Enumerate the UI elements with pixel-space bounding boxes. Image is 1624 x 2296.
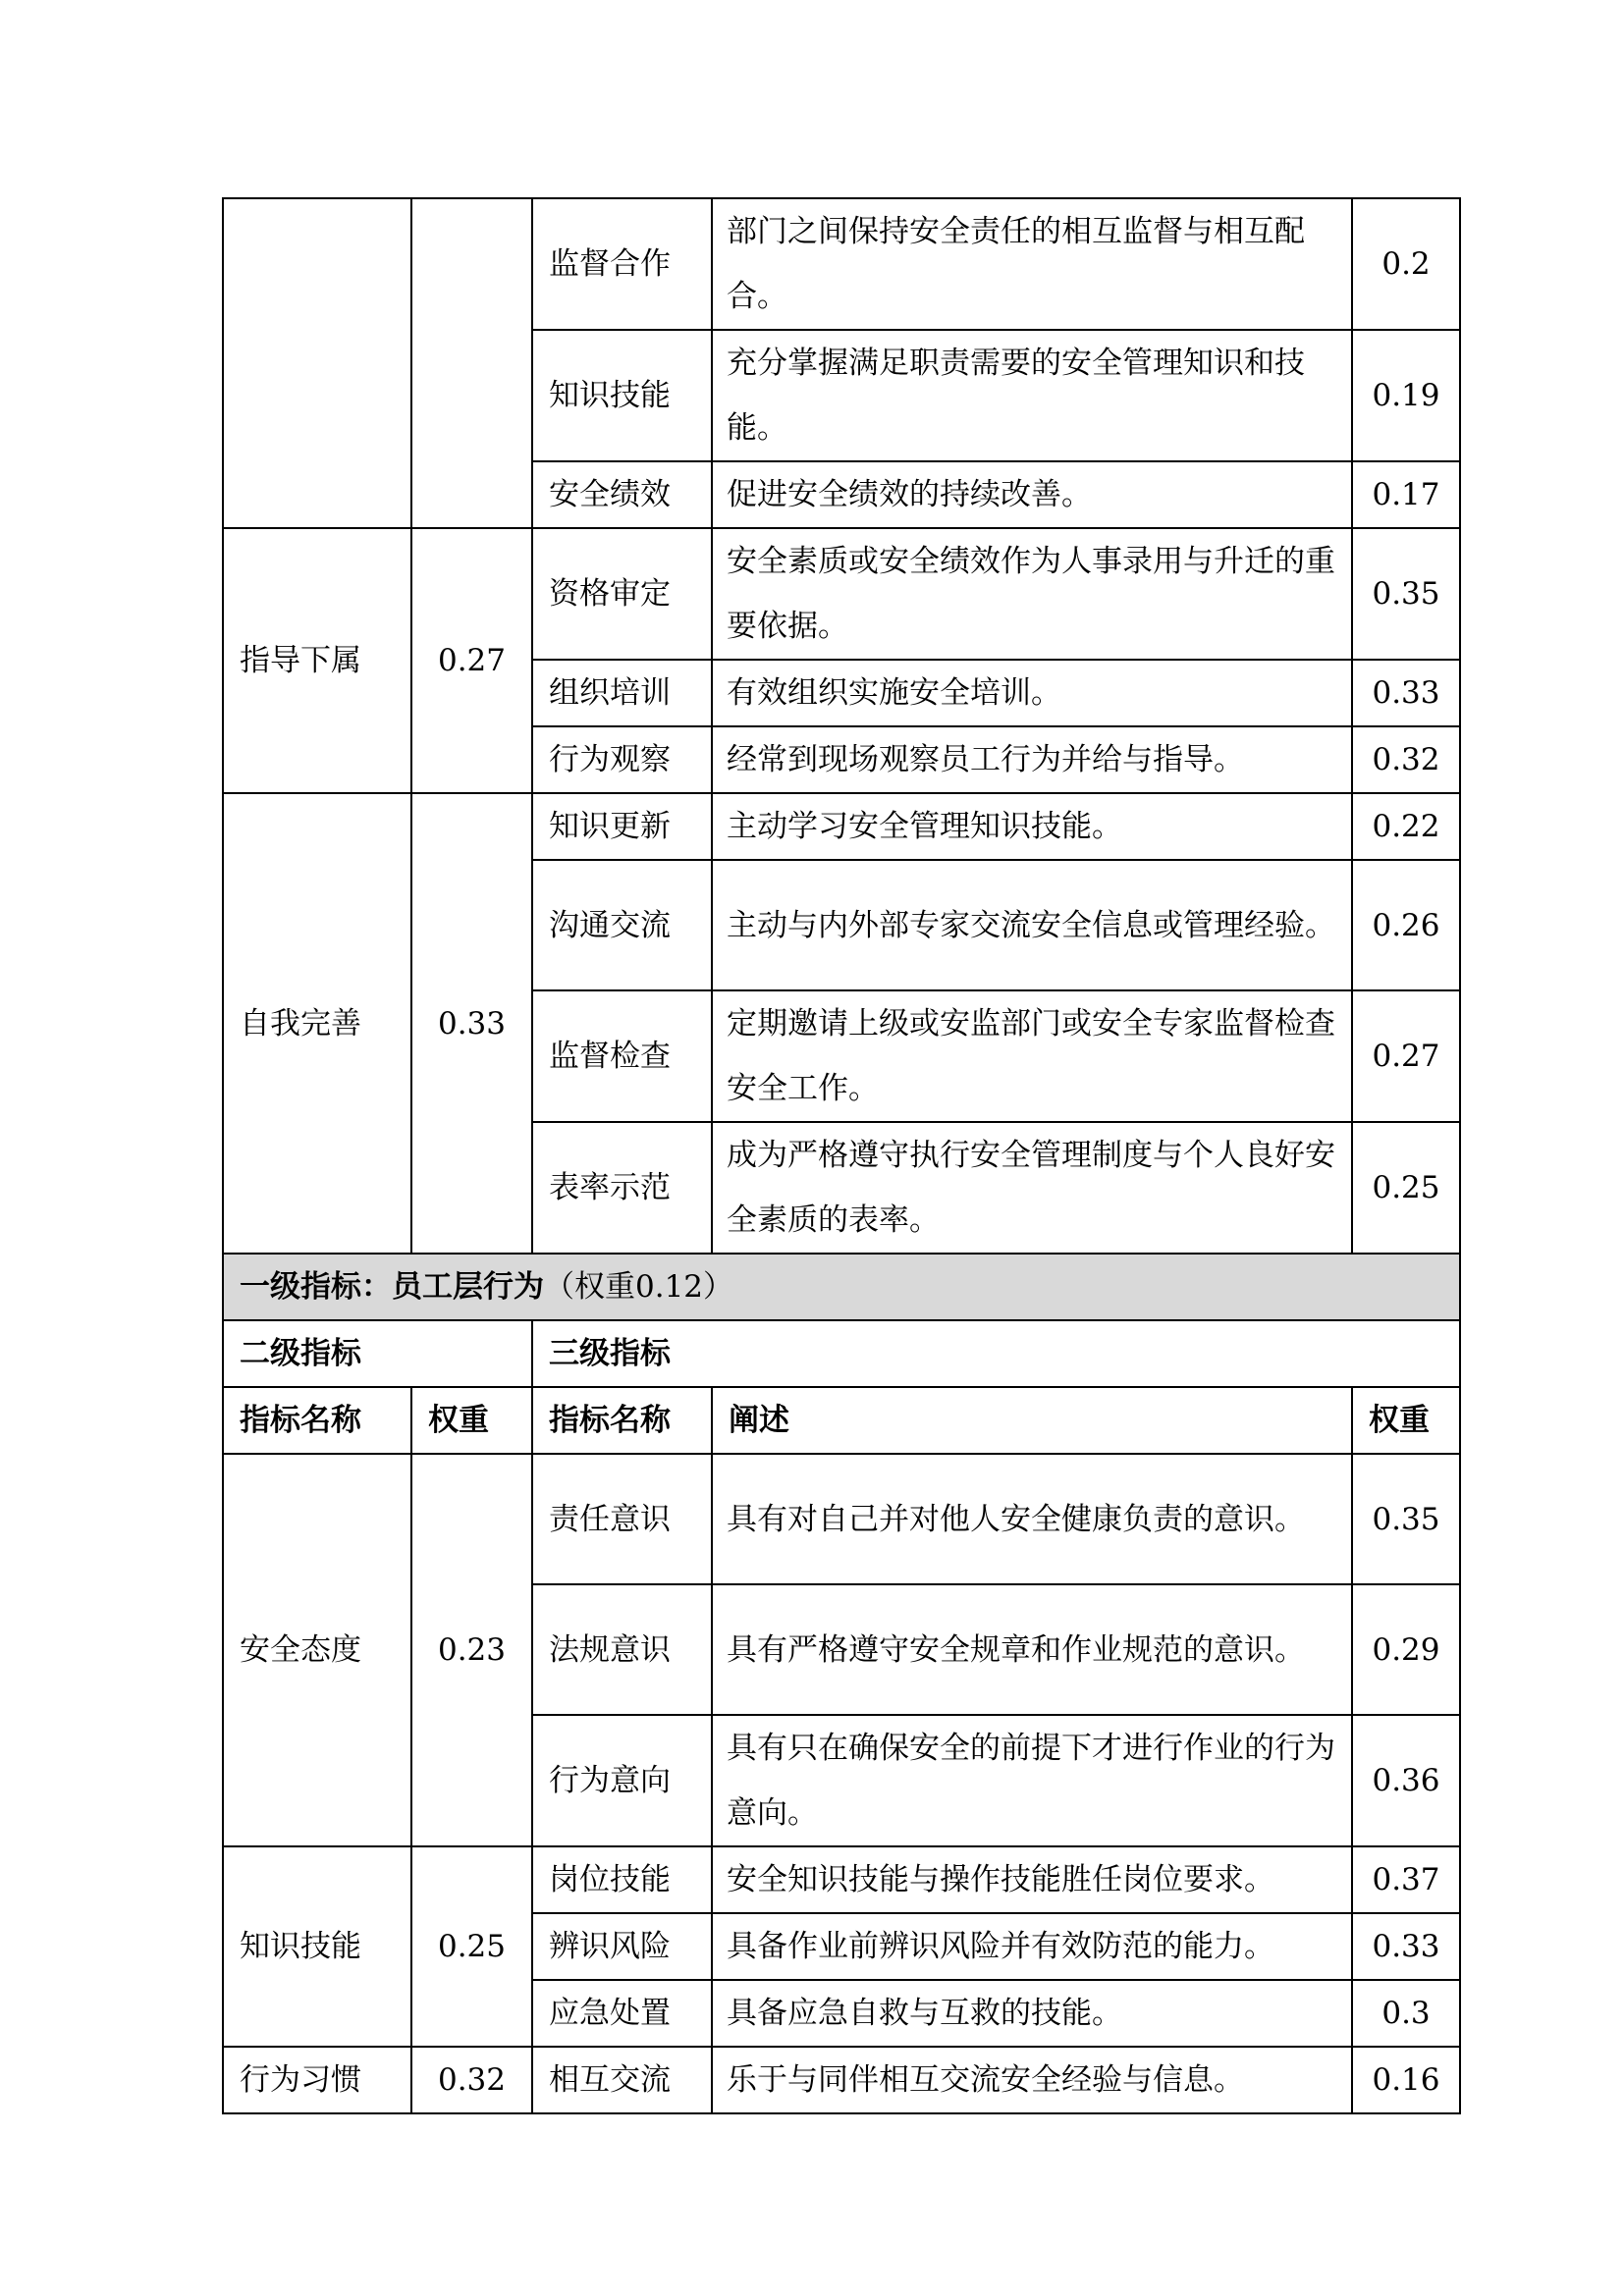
level3-name: 组织培训 xyxy=(532,660,712,726)
level3-desc: 乐于与同伴相互交流安全经验与信息。 xyxy=(712,2047,1352,2113)
level3-desc: 充分掌握满足职责需要的安全管理知识和技能。 xyxy=(712,330,1352,461)
level3-weight: 0.32 xyxy=(1352,726,1460,793)
level3-name: 知识更新 xyxy=(532,793,712,860)
level3-name: 责任意识 xyxy=(532,1454,712,1584)
table-row xyxy=(223,198,1460,330)
level3-desc: 安全素质或安全绩效作为人事录用与升迁的重要依据。 xyxy=(712,528,1352,660)
level3-weight: 0.36 xyxy=(1352,1715,1460,1846)
level3-name: 行为观察 xyxy=(532,726,712,793)
level3-desc: 定期邀请上级或安监部门或安全专家监督检查安全工作。 xyxy=(712,990,1352,1122)
level3-name: 沟通交流 xyxy=(532,860,712,990)
level3-desc: 部门之间保持安全责任的相互监督与相互配合。 xyxy=(712,198,1352,330)
header-col-weight3: 权重 xyxy=(1352,1387,1460,1454)
level3-desc: 经常到现场观察员工行为并给与指导。 xyxy=(712,726,1352,793)
level2-weight-cell xyxy=(411,198,532,528)
level3-weight: 0.2 xyxy=(1352,198,1460,330)
level3-desc: 主动学习安全管理知识技能。 xyxy=(712,793,1352,860)
level2-name: 自我完善 xyxy=(223,793,411,1254)
level3-weight: 0.35 xyxy=(1352,1454,1460,1584)
level3-desc: 安全知识技能与操作技能胜任岗位要求。 xyxy=(712,1846,1352,1913)
level2-name: 安全态度 xyxy=(223,1454,411,1846)
level3-weight: 0.29 xyxy=(1352,1584,1460,1715)
header-row xyxy=(223,1387,1460,1454)
level3-weight: 0.37 xyxy=(1352,1846,1460,1913)
level3-weight: 0.35 xyxy=(1352,528,1460,660)
indicator-table xyxy=(222,197,1461,2114)
level2-weight: 0.32 xyxy=(411,2047,532,2113)
level3-name: 表率示范 xyxy=(532,1122,712,1254)
level3-weight: 0.17 xyxy=(1352,461,1460,528)
level3-desc: 有效组织实施安全培训。 xyxy=(712,660,1352,726)
section-title: 一级指标：员工层行为 xyxy=(240,1269,544,1305)
header-col-name: 指标名称 xyxy=(223,1387,411,1454)
level3-weight: 0.19 xyxy=(1352,330,1460,461)
level2-weight: 0.25 xyxy=(411,1846,532,2047)
section-cell xyxy=(223,1254,1460,1320)
level2-name: 行为习惯 xyxy=(223,2047,411,2113)
level3-name: 知识技能 xyxy=(532,330,712,461)
level3-weight: 0.33 xyxy=(1352,1913,1460,1980)
level3-weight: 0.33 xyxy=(1352,660,1460,726)
section-row xyxy=(223,1254,1460,1320)
section-weight: （权重0.12） xyxy=(544,1269,734,1305)
level3-weight: 0.25 xyxy=(1352,1122,1460,1254)
level2-weight: 0.23 xyxy=(411,1454,532,1846)
level3-name: 监督检查 xyxy=(532,990,712,1122)
level3-desc: 具有只在确保安全的前提下才进行作业的行为意向。 xyxy=(712,1715,1352,1846)
level3-desc: 主动与内外部专家交流安全信息或管理经验。 xyxy=(712,860,1352,990)
level3-name: 法规意识 xyxy=(532,1584,712,1715)
level3-name: 安全绩效 xyxy=(532,461,712,528)
level2-name-cell xyxy=(223,198,411,528)
level3-name: 应急处置 xyxy=(532,1980,712,2047)
table-row xyxy=(223,793,1460,860)
level3-weight: 0.16 xyxy=(1352,2047,1460,2113)
level3-desc: 具备作业前辨识风险并有效防范的能力。 xyxy=(712,1913,1352,1980)
level3-name: 行为意向 xyxy=(532,1715,712,1846)
level3-name: 辨识风险 xyxy=(532,1913,712,1980)
header-row xyxy=(223,1320,1460,1387)
level3-name: 相互交流 xyxy=(532,2047,712,2113)
level3-name: 岗位技能 xyxy=(532,1846,712,1913)
level3-weight: 0.22 xyxy=(1352,793,1460,860)
level2-weight: 0.33 xyxy=(411,793,532,1254)
level3-desc: 具有对自己并对他人安全健康负责的意识。 xyxy=(712,1454,1352,1584)
level3-desc: 具备应急自救与互救的技能。 xyxy=(712,1980,1352,2047)
header-col-weight: 权重 xyxy=(411,1387,532,1454)
level3-desc: 成为严格遵守执行安全管理制度与个人良好安全素质的表率。 xyxy=(712,1122,1352,1254)
table-row xyxy=(223,1846,1460,1913)
header-level2: 二级指标 xyxy=(223,1320,532,1387)
level3-name: 资格审定 xyxy=(532,528,712,660)
level3-weight: 0.26 xyxy=(1352,860,1460,990)
level3-desc: 促进安全绩效的持续改善。 xyxy=(712,461,1352,528)
header-col-name3: 指标名称 xyxy=(532,1387,712,1454)
level3-weight: 0.3 xyxy=(1352,1980,1460,2047)
level3-desc: 具有严格遵守安全规章和作业规范的意识。 xyxy=(712,1584,1352,1715)
level3-weight: 0.27 xyxy=(1352,990,1460,1122)
header-level3: 三级指标 xyxy=(532,1320,1460,1387)
table-row xyxy=(223,528,1460,660)
table-row xyxy=(223,1454,1460,1584)
table-row xyxy=(223,2047,1460,2113)
header-col-desc: 阐述 xyxy=(712,1387,1352,1454)
level2-name: 指导下属 xyxy=(223,528,411,793)
level2-weight: 0.27 xyxy=(411,528,532,793)
level2-name: 知识技能 xyxy=(223,1846,411,2047)
level3-name: 监督合作 xyxy=(532,198,712,330)
